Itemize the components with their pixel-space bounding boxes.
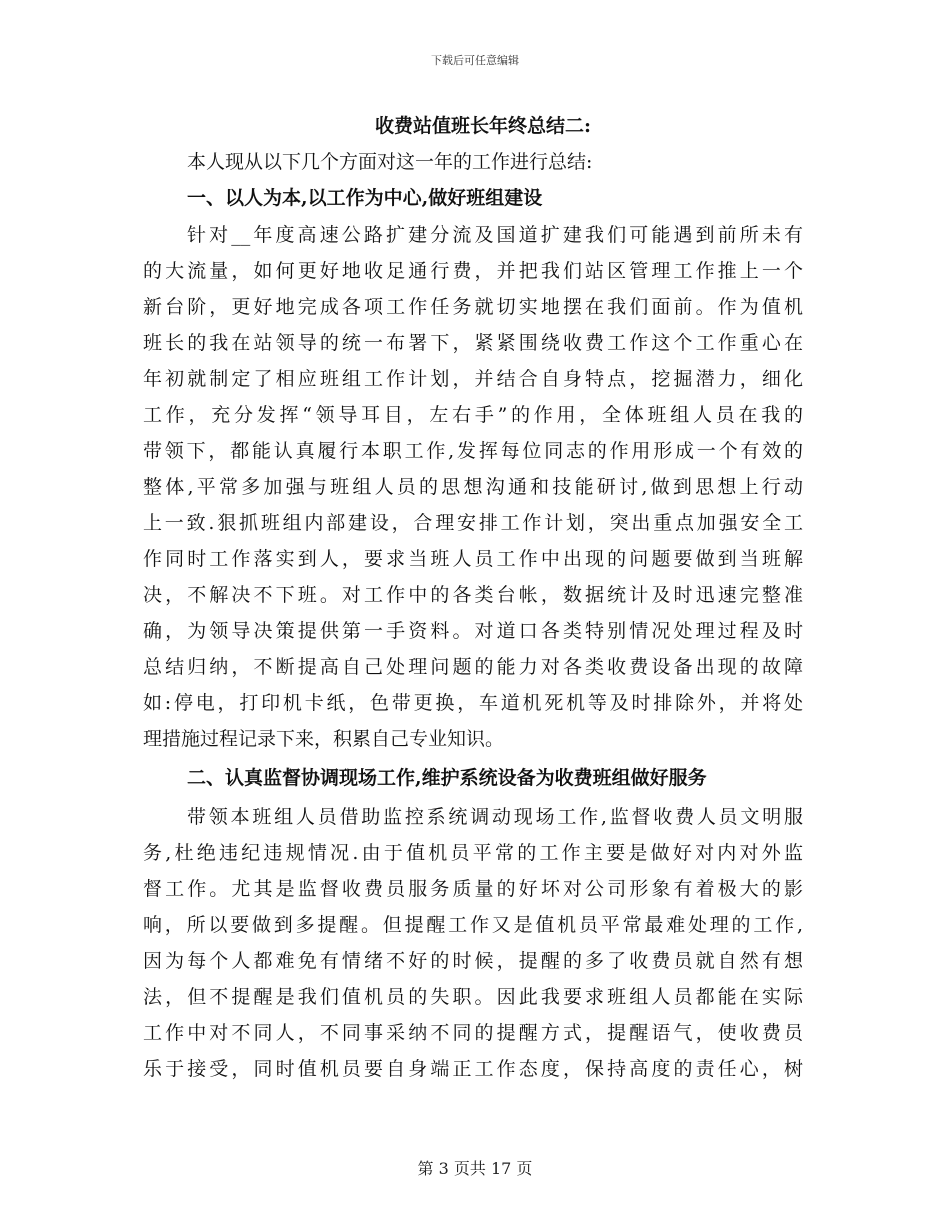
intro-paragraph: 本人现从以下几个方面对这一年的工作进行总结:	[187, 151, 593, 173]
paragraph-line: 年初就制定了相应班组工作计划，并结合自身特点，挖掘潜力，细化	[143, 368, 803, 390]
paragraph-line: 新台阶，更好地完成各项工作任务就切实地摆在我们面前。作为值机	[143, 296, 803, 318]
paragraph-line: 带领本班组人员借助监控系统调动现场工作,监督收费人员文明服	[187, 806, 803, 828]
paragraph-line: 工作中对不同人，不同事采纳不同的提醒方式，提醒语气，使收费员	[143, 1022, 803, 1044]
paragraph-line: 督工作。尤其是监督收费员服务质量的好坏对公司形象有着极大的影	[143, 878, 803, 900]
paragraph-line: 乐于接受，同时值机员要自身端正工作态度，保持高度的责任心，树	[143, 1058, 803, 1080]
paragraph-line: 总结归纳，不断提高自己处理问题的能力对各类收费设备出现的故障	[143, 656, 803, 678]
paragraph-line: 上一致.狠抓班组内部建设，合理安排工作计划，突出重点加强安全工	[143, 512, 803, 534]
page-footer: 第 3 页共 17 页	[417, 1159, 533, 1178]
section-1-heading: 一、以人为本,以工作为中心,做好班组建设	[187, 187, 543, 209]
section-1-paragraph	[143, 217, 803, 757]
paragraph-line: 响，所以要做到多提醒。但提醒工作又是值机员平常最难处理的工作,	[143, 914, 803, 936]
paragraph-line: 整体,平常多加强与班组人员的思想沟通和技能研讨,做到思想上行动	[143, 476, 803, 498]
paragraph-line: 务,杜绝违纪违规情况.由于值机员平常的工作主要是做好对内对外监	[143, 842, 803, 864]
paragraph-line: 因为每个人都难免有情绪不好的时候，提醒的多了收费员就自然有想	[143, 950, 803, 972]
paragraph-line: 确，为领导决策提供第一手资料。对道口各类特别情况处理过程及时	[143, 620, 803, 642]
paragraph-line: 如:停电，打印机卡纸，色带更换，车道机死机等及时排除外，并将处	[143, 692, 803, 714]
paragraph-line: 针对__年度高速公路扩建分流及国道扩建我们可能遇到前所未有	[187, 224, 803, 246]
page-header: 下载后可任意编辑	[431, 54, 519, 67]
section-2-paragraph	[143, 799, 803, 1087]
section-2-heading: 二、认真监督协调现场工作,维护系统设备为收费班组做好服务	[187, 767, 707, 789]
paragraph-line: 理措施过程记录下来，积累自己专业知识。	[143, 728, 505, 750]
document-title: 收费站值班长年终总结二:	[375, 115, 592, 137]
paragraph-line: 班长的我在站领导的统一布署下，紧紧围绕收费工作这个工作重心在	[143, 332, 803, 354]
document-body	[143, 108, 803, 1087]
paragraph-line: 工作，充分发挥“领导耳目，左右手”的作用，全体班组人员在我的	[143, 404, 803, 426]
paragraph-line: 作同时工作落实到人，要求当班人员工作中出现的问题要做到当班解	[143, 548, 803, 570]
paragraph-line: 的大流量，如何更好地收足通行费，并把我们站区管理工作推上一个	[143, 260, 803, 282]
paragraph-line: 法，但不提醒是我们值机员的失职。因此我要求班组人员都能在实际	[143, 986, 803, 1008]
paragraph-line: 决，不解决不下班。对工作中的各类台帐，数据统计及时迅速完整准	[143, 584, 803, 606]
paragraph-line: 带领下，都能认真履行本职工作,发挥每位同志的作用形成一个有效的	[143, 440, 803, 462]
